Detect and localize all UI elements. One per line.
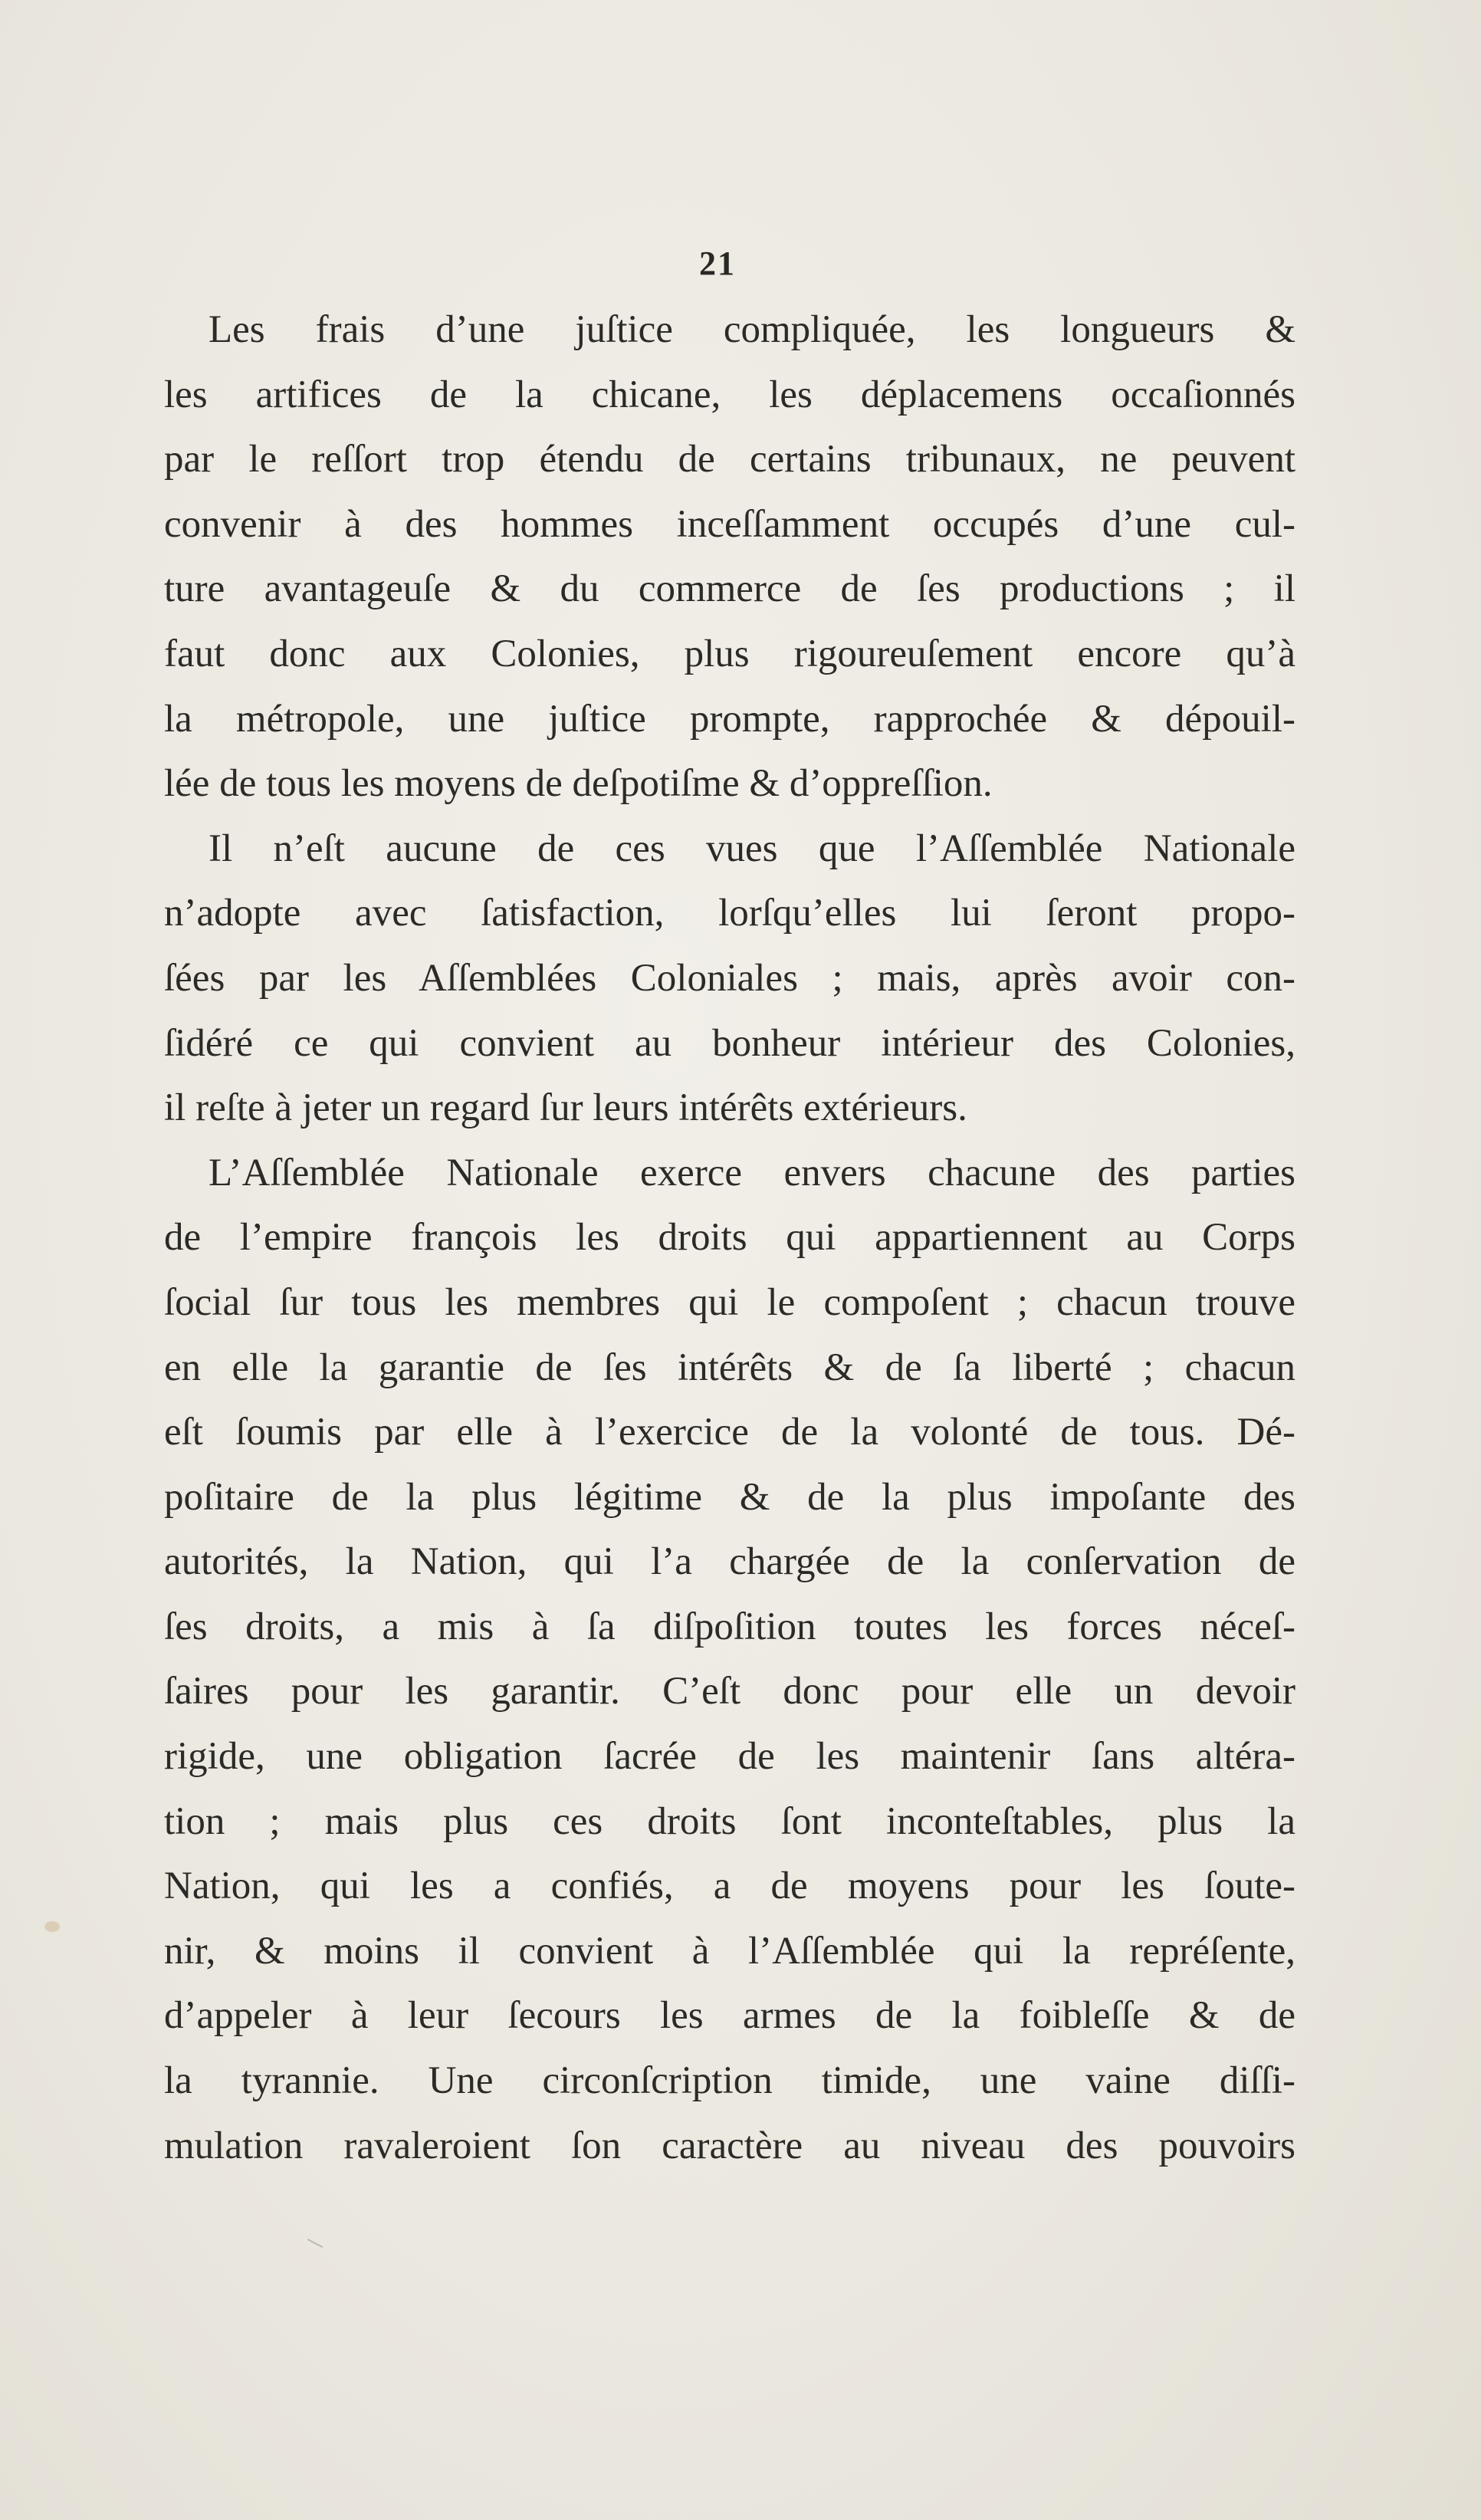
- text-line: tion ; mais plus ces droits ſont inconteſtables, plus la: [164, 1799, 1295, 1843]
- page-number: 21: [699, 245, 736, 282]
- paper-mark: [307, 2239, 323, 2248]
- text-line: rigide, une obligation ſacrée de les maintenir ſans altéra-: [164, 1735, 1295, 1779]
- text-line: en elle la garantie de ſes intérêts & de ſa liberté ; chacun: [164, 1345, 1295, 1389]
- text-line: ſes droits, a mis à ſa diſpoſition toutes les forces néceſ-: [164, 1605, 1295, 1648]
- text-line: de l’empire françois les droits qui appartiennent au Corps: [164, 1216, 1295, 1260]
- text-line: eſt ſoumis par elle à l’exercice de la volonté de tous. Dé-: [164, 1411, 1295, 1454]
- text-line: n’adopte avec ſatisfaction, lorſqu’elles lui ſeront propo-: [164, 892, 1295, 935]
- text-line: les artifices de la chicane, les déplacemens occaſionnés: [164, 373, 1295, 416]
- text-line: nir, & moins il convient à l’Aſſemblée qui la repréſente,: [164, 1929, 1295, 1973]
- text-line: L’Aſſemblée Nationale exerce envers chacune des parties: [209, 1151, 1295, 1194]
- text-line: il reſte à jeter un regard ſur leurs intérêts extérieurs.: [164, 1086, 967, 1130]
- text-line: poſitaire de la plus légitime & de la plus impoſante des: [164, 1475, 1295, 1519]
- text-line: ture avantageuſe & du commerce de ſes productions ; il: [164, 567, 1295, 611]
- text-line: ſées par les Aſſemblées Coloniales ; mais, après avoir con-: [164, 956, 1295, 1000]
- text-line: autorités, la Nation, qui l’a chargée de la conſervation de: [164, 1540, 1295, 1584]
- body-text: [164, 297, 1295, 2178]
- text-line: convenir à des hommes inceſſamment occupés d’une cul-: [164, 502, 1295, 546]
- text-line: d’appeler à leur ſecours les armes de la foibleſſe & de: [164, 1994, 1295, 2038]
- text-line: ſocial ſur tous les membres qui le compoſent ; chacun trouve: [164, 1280, 1295, 1324]
- text-line: la tyrannie. Une circonſcription timide, une vaine diſſi-: [164, 2059, 1295, 2103]
- text-line: ſaires pour les garantir. C’eſt donc pour elle un devoir: [164, 1670, 1295, 1713]
- text-line: Il n’eſt aucune de ces vues que l’Aſſemblée Nationale: [209, 826, 1295, 870]
- text-line: par le reſſort trop étendu de certains tribunaux, ne peuvent: [164, 438, 1295, 481]
- text-line: Nation, qui les a confiés, a de moyens pour les ſoute-: [164, 1865, 1295, 1908]
- text-line: la métropole, une juſtice prompte, rapprochée & dépouil-: [164, 697, 1295, 741]
- text-line: lée de tous les moyens de deſpotiſme & d’oppreſſion.: [164, 762, 993, 806]
- paper-stain: [44, 1921, 60, 1932]
- text-line: faut donc aux Colonies, plus rigoureuſement encore qu’à: [164, 632, 1295, 675]
- text-line: ſidéré ce qui convient au bonheur intérieur des Colonies,: [164, 1021, 1295, 1065]
- text-line: mulation ravaleroient ſon caractère au niveau des pouvoirs: [164, 2124, 1295, 2167]
- text-line: Les frais d’une juſtice compliquée, les longueurs &: [209, 308, 1295, 351]
